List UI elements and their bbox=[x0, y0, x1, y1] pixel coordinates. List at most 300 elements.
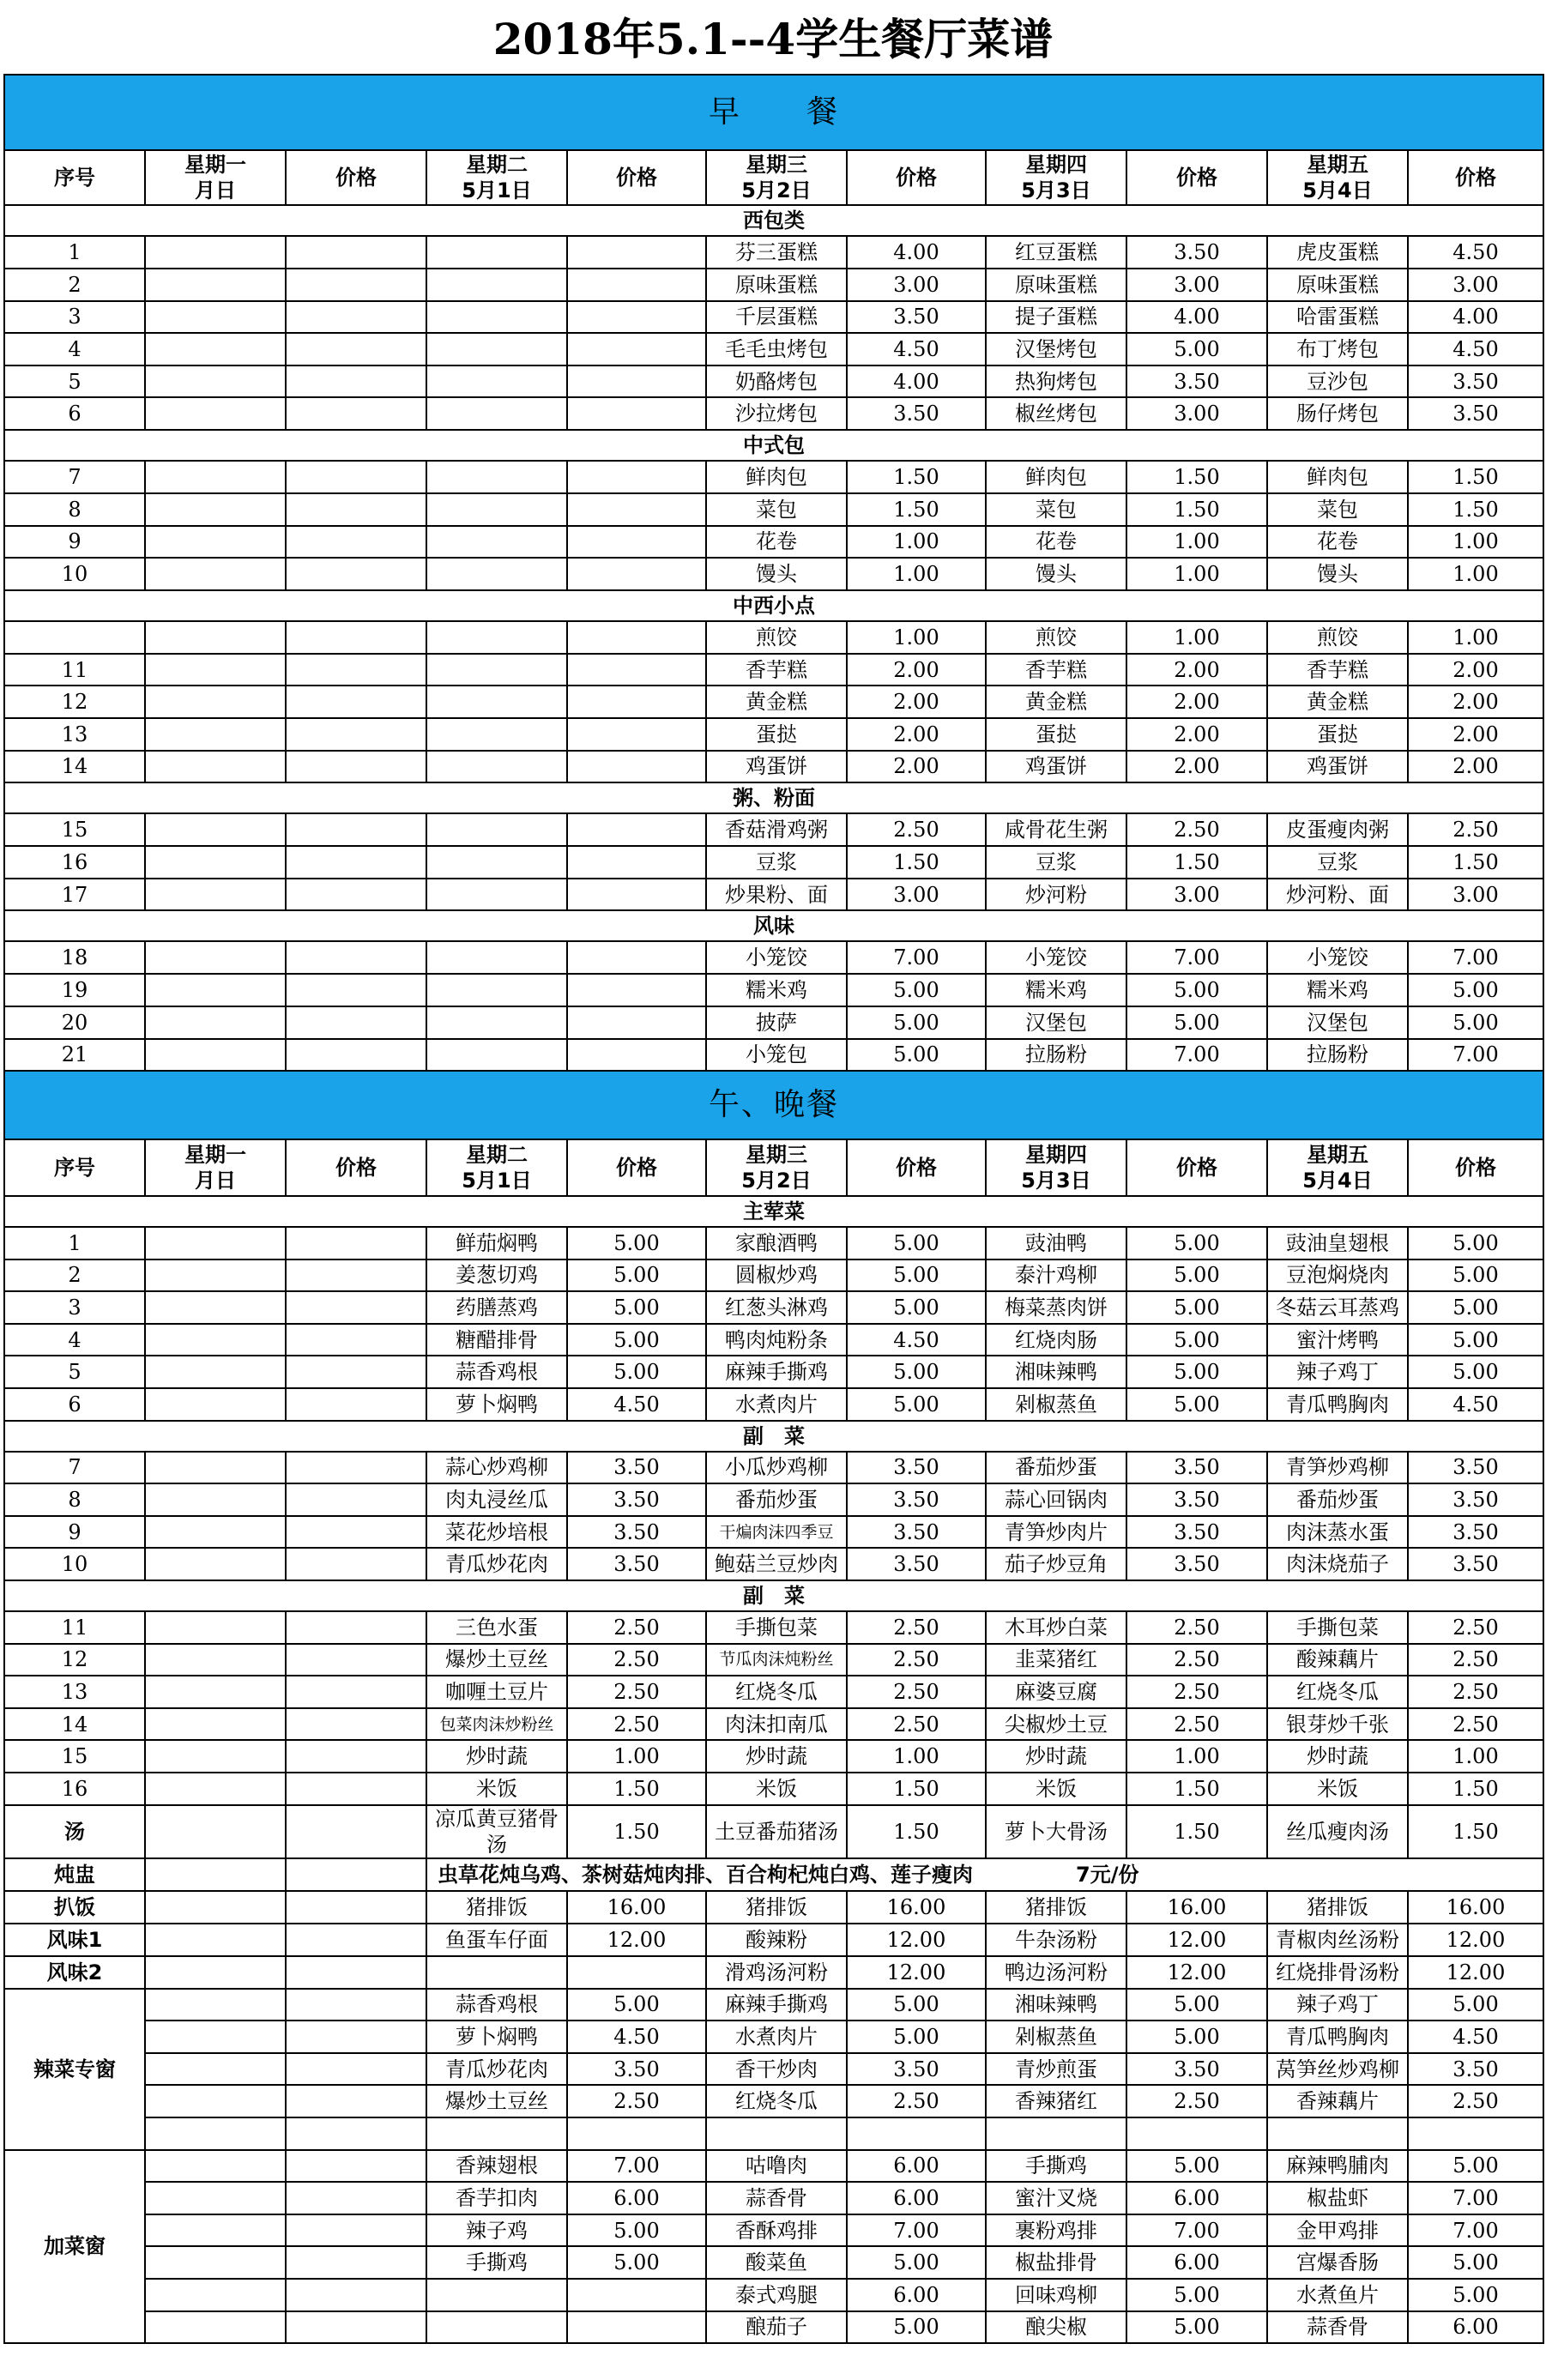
table-cell: 1.50 bbox=[1408, 1773, 1543, 1805]
table-row bbox=[4, 2214, 1543, 2247]
table-cell: 15 bbox=[4, 1740, 145, 1773]
header-day bbox=[145, 1139, 286, 1196]
table-cell: 5.00 bbox=[1408, 1006, 1543, 1039]
table-cell: 馒头 bbox=[706, 558, 847, 590]
table-cell bbox=[145, 236, 286, 269]
table-cell: 6.00 bbox=[1126, 2182, 1267, 2214]
header-price: 价格 bbox=[286, 150, 426, 205]
table-cell: 16 bbox=[4, 1773, 145, 1805]
table-cell: 5.00 bbox=[1126, 1006, 1267, 1039]
table-cell: 3.50 bbox=[567, 1516, 706, 1549]
table-row bbox=[4, 1924, 1543, 1956]
table-cell: 4.00 bbox=[847, 365, 986, 398]
table-cell: 5.00 bbox=[1126, 1227, 1267, 1259]
table-cell bbox=[426, 558, 567, 590]
table-cell bbox=[145, 1259, 286, 1292]
table-cell: 2.50 bbox=[1126, 1708, 1267, 1741]
table-cell bbox=[567, 333, 706, 365]
table-cell: 8 bbox=[4, 1483, 145, 1516]
table-cell bbox=[286, 2085, 426, 2117]
table-cell bbox=[286, 2311, 426, 2344]
table-cell: 小瓜炒鸡柳 bbox=[706, 1452, 847, 1484]
table-cell: 1.00 bbox=[1126, 526, 1267, 559]
header-price: 价格 bbox=[847, 1139, 986, 1196]
table-cell: 2.50 bbox=[847, 1708, 986, 1741]
table-cell: 萝卜大骨汤 bbox=[986, 1805, 1126, 1858]
table-cell: 萝卜焖鸭 bbox=[426, 1388, 567, 1421]
table-cell: 4.50 bbox=[1408, 1388, 1543, 1421]
table-cell: 5.00 bbox=[847, 1259, 986, 1292]
table-cell: 蒜香鸡根 bbox=[426, 1356, 567, 1388]
table-cell: 爆炒土豆丝 bbox=[426, 1644, 567, 1676]
table-cell: 7 bbox=[4, 1452, 145, 1484]
table-cell bbox=[145, 1291, 286, 1324]
table-cell: 番茄炒蛋 bbox=[706, 1483, 847, 1516]
table-cell: 3.50 bbox=[1126, 2053, 1267, 2086]
table-cell bbox=[567, 654, 706, 686]
table-cell: 鸡蛋饼 bbox=[986, 751, 1126, 783]
table-cell: 香芋扣肉 bbox=[426, 2182, 567, 2214]
table-cell: 湘味辣鸭 bbox=[986, 1989, 1126, 2021]
table-cell: 豉油鸭 bbox=[986, 1227, 1126, 1259]
table-cell bbox=[286, 751, 426, 783]
table-cell: 蒜心回锅肉 bbox=[986, 1483, 1126, 1516]
table-cell bbox=[286, 2150, 426, 2183]
table-row bbox=[4, 493, 1543, 526]
table-cell: 小笼饺 bbox=[986, 941, 1126, 974]
table-cell: 毛毛虫烤包 bbox=[706, 333, 847, 365]
table-cell: 1.00 bbox=[1126, 621, 1267, 654]
table-cell bbox=[286, 1676, 426, 1708]
row-label: 炖盅 bbox=[4, 1858, 145, 1891]
table-row bbox=[4, 1452, 1543, 1484]
table-cell: 布丁烤包 bbox=[1267, 333, 1408, 365]
header-day bbox=[145, 150, 286, 205]
sec-row bbox=[4, 75, 1543, 150]
table-cell bbox=[286, 2246, 426, 2279]
table-cell bbox=[145, 301, 286, 334]
table-cell: 热狗烤包 bbox=[986, 365, 1126, 398]
table-cell: 5.00 bbox=[1126, 1356, 1267, 1388]
table-cell: 9 bbox=[4, 526, 145, 559]
table-cell: 1.50 bbox=[1408, 493, 1543, 526]
table-cell: 4.00 bbox=[847, 236, 986, 269]
table-cell: 3.50 bbox=[847, 301, 986, 334]
hdr-row bbox=[4, 150, 1543, 205]
table-cell: 3.50 bbox=[1126, 1452, 1267, 1484]
table-cell bbox=[567, 365, 706, 398]
table-cell: 3.00 bbox=[1408, 879, 1543, 911]
table-cell: 2.00 bbox=[1408, 718, 1543, 751]
table-cell bbox=[145, 1924, 286, 1956]
table-cell bbox=[1126, 2117, 1267, 2150]
table-row bbox=[4, 751, 1543, 783]
table-cell bbox=[145, 2279, 286, 2311]
table-cell bbox=[567, 493, 706, 526]
table-cell bbox=[145, 1708, 286, 1741]
table-cell bbox=[145, 2311, 286, 2344]
table-cell: 1.00 bbox=[1408, 526, 1543, 559]
table-cell bbox=[426, 813, 567, 846]
table-cell: 猪排饭 bbox=[706, 1891, 847, 1924]
table-cell: 番茄炒蛋 bbox=[1267, 1483, 1408, 1516]
table-cell: 1.00 bbox=[1126, 558, 1267, 590]
table-cell bbox=[426, 461, 567, 493]
table-cell: 2.00 bbox=[847, 718, 986, 751]
table-cell: 剁椒蒸鱼 bbox=[986, 1388, 1126, 1421]
table-cell bbox=[145, 1324, 286, 1356]
table-cell bbox=[567, 846, 706, 879]
table-cell: 馒头 bbox=[986, 558, 1126, 590]
table-cell bbox=[567, 236, 706, 269]
table-cell bbox=[567, 2311, 706, 2344]
table-cell: 豆沙包 bbox=[1267, 365, 1408, 398]
table-cell bbox=[145, 397, 286, 430]
table-cell bbox=[567, 1039, 706, 1072]
table-cell: 5.00 bbox=[1126, 974, 1267, 1006]
table-cell: 3.50 bbox=[1126, 1516, 1267, 1549]
header-day bbox=[1267, 150, 1408, 205]
table-cell bbox=[145, 1516, 286, 1549]
table-cell bbox=[286, 974, 426, 1006]
table-cell bbox=[286, 2021, 426, 2053]
table-cell: 12.00 bbox=[847, 1924, 986, 1956]
table-cell bbox=[426, 397, 567, 430]
table-row bbox=[4, 301, 1543, 334]
header-day-name: 星期四 bbox=[1025, 153, 1087, 177]
table-cell: 香芋糕 bbox=[986, 654, 1126, 686]
header-day-name: 星期一 bbox=[184, 153, 246, 177]
table-cell: 炒果粉、面 bbox=[706, 879, 847, 911]
table-cell: 干煸肉沫四季豆 bbox=[706, 1516, 847, 1549]
table-cell bbox=[145, 2150, 286, 2183]
table-cell: 3.50 bbox=[1408, 1548, 1543, 1580]
table-cell: 3 bbox=[4, 301, 145, 334]
table-cell: 青瓜炒花肉 bbox=[426, 2053, 567, 2086]
table-cell: 红葱头淋鸡 bbox=[706, 1291, 847, 1324]
table-cell: 5.00 bbox=[1408, 1356, 1543, 1388]
table-cell bbox=[286, 621, 426, 654]
table-cell: 2.00 bbox=[847, 751, 986, 783]
table-cell: 7.00 bbox=[847, 941, 986, 974]
table-cell: 3.50 bbox=[1408, 1483, 1543, 1516]
table-cell bbox=[145, 2021, 286, 2053]
table-cell: 2.50 bbox=[567, 2085, 706, 2117]
table-cell: 鸡蛋饼 bbox=[1267, 751, 1408, 783]
table-cell: 花卷 bbox=[706, 526, 847, 559]
table-cell: 5.00 bbox=[1408, 2246, 1543, 2279]
table-cell: 豆浆 bbox=[1267, 846, 1408, 879]
table-cell bbox=[567, 941, 706, 974]
table-cell bbox=[286, 2117, 426, 2150]
table-cell: 7.00 bbox=[1408, 2214, 1543, 2247]
table-cell bbox=[286, 1924, 426, 1956]
table-cell: 凉瓜黄豆猪骨汤 bbox=[426, 1805, 567, 1858]
table-cell: 5.00 bbox=[847, 974, 986, 1006]
table-cell: 3.00 bbox=[1408, 269, 1543, 301]
table-cell: 咖喱土豆片 bbox=[426, 1676, 567, 1708]
table-cell: 小笼包 bbox=[706, 1039, 847, 1072]
table-row bbox=[4, 1956, 1543, 1989]
table-cell: 黄金糕 bbox=[706, 686, 847, 718]
table-cell: 鲍菇兰豆炒肉 bbox=[706, 1548, 847, 1580]
table-row bbox=[4, 1548, 1543, 1580]
table-cell: 15 bbox=[4, 813, 145, 846]
table-cell bbox=[567, 813, 706, 846]
table-cell bbox=[426, 941, 567, 974]
table-cell bbox=[567, 1956, 706, 1989]
table-cell: 7.00 bbox=[1408, 1039, 1543, 1072]
table-cell bbox=[567, 2117, 706, 2150]
table-cell: 17 bbox=[4, 879, 145, 911]
table-cell bbox=[426, 1039, 567, 1072]
table-cell: 2.50 bbox=[1126, 813, 1267, 846]
cat-row bbox=[4, 782, 1543, 813]
table-cell bbox=[145, 1356, 286, 1388]
table-cell bbox=[286, 461, 426, 493]
table-cell bbox=[986, 2117, 1126, 2150]
table-cell bbox=[426, 654, 567, 686]
header-price: 价格 bbox=[1126, 150, 1267, 205]
table-cell: 鲜肉包 bbox=[1267, 461, 1408, 493]
table-cell: 红烧肉肠 bbox=[986, 1324, 1126, 1356]
table-cell: 辣子鸡 bbox=[426, 2214, 567, 2247]
table-cell: 1.50 bbox=[847, 461, 986, 493]
table-cell bbox=[286, 1483, 426, 1516]
table-row bbox=[4, 397, 1543, 430]
table-cell: 5.00 bbox=[1126, 2021, 1267, 2053]
table-cell bbox=[145, 1989, 286, 2021]
table-row bbox=[4, 2246, 1543, 2279]
header-day-date: 月日 bbox=[195, 1169, 236, 1193]
table-cell: 鲜茄焖鸭 bbox=[426, 1227, 567, 1259]
table-cell: 圆椒炒鸡 bbox=[706, 1259, 847, 1292]
table-cell: 3.50 bbox=[1408, 397, 1543, 430]
table-cell bbox=[426, 974, 567, 1006]
table-cell bbox=[286, 1388, 426, 1421]
table-cell: 香酥鸡排 bbox=[706, 2214, 847, 2247]
table-cell bbox=[286, 301, 426, 334]
table-cell: 5.00 bbox=[847, 1356, 986, 1388]
table-cell bbox=[286, 1956, 426, 1989]
table-cell: 小笼饺 bbox=[1267, 941, 1408, 974]
table-cell bbox=[286, 1039, 426, 1072]
table-cell bbox=[145, 2053, 286, 2086]
table-cell: 5.00 bbox=[567, 2246, 706, 2279]
table-cell: 蒜香骨 bbox=[706, 2182, 847, 2214]
table-cell bbox=[567, 621, 706, 654]
table-cell: 酸辣藕片 bbox=[1267, 1644, 1408, 1676]
table-cell: 1.00 bbox=[1408, 1740, 1543, 1773]
table-cell: 煎饺 bbox=[986, 621, 1126, 654]
page-title: 2018年5.1--4学生餐厅菜谱 bbox=[492, 14, 1054, 64]
table-cell bbox=[145, 1227, 286, 1259]
table-cell: 香辣猪红 bbox=[986, 2085, 1126, 2117]
header-day-date: 5月2日 bbox=[741, 178, 812, 202]
table-cell: 14 bbox=[4, 1708, 145, 1741]
table-row bbox=[4, 1891, 1543, 1924]
table-cell bbox=[426, 751, 567, 783]
table-cell bbox=[286, 1452, 426, 1484]
table-row bbox=[4, 1483, 1543, 1516]
group-label: 辣菜专窗 bbox=[4, 1989, 145, 2150]
table-cell bbox=[426, 2311, 567, 2344]
table-cell bbox=[286, 1740, 426, 1773]
table-cell: 滑鸡汤河粉 bbox=[706, 1956, 847, 1989]
table-cell: 21 bbox=[4, 1039, 145, 1072]
table-cell: 莴笋丝炒鸡柳 bbox=[1267, 2053, 1408, 2086]
table-cell: 4.50 bbox=[847, 333, 986, 365]
table-cell: 3.00 bbox=[847, 879, 986, 911]
table-row bbox=[4, 461, 1543, 493]
header-price: 价格 bbox=[567, 1139, 706, 1196]
table-cell: 6.00 bbox=[847, 2182, 986, 2214]
table-cell bbox=[567, 718, 706, 751]
table-cell: 5.00 bbox=[1408, 2279, 1543, 2311]
table-cell: 1.50 bbox=[1126, 1805, 1267, 1858]
table-row bbox=[4, 2053, 1543, 2086]
table-cell: 炒河粉、面 bbox=[1267, 879, 1408, 911]
table-cell: 5.00 bbox=[847, 1006, 986, 1039]
header-day-name: 星期四 bbox=[1025, 1143, 1087, 1168]
table-cell: 1.00 bbox=[847, 1740, 986, 1773]
table-cell: 5 bbox=[4, 365, 145, 398]
header-price: 价格 bbox=[1408, 1139, 1543, 1196]
table-cell: 虎皮蛋糕 bbox=[1267, 236, 1408, 269]
table-cell: 3.50 bbox=[1126, 236, 1267, 269]
category-title: 副 菜 bbox=[4, 1421, 1543, 1452]
table-cell: 2.00 bbox=[1126, 718, 1267, 751]
table-cell: 1.00 bbox=[567, 1740, 706, 1773]
table-cell: 韭菜猪红 bbox=[986, 1644, 1126, 1676]
table-cell: 5.00 bbox=[567, 1989, 706, 2021]
table-cell: 湘味辣鸭 bbox=[986, 1356, 1126, 1388]
table-cell: 5.00 bbox=[567, 2214, 706, 2247]
table-cell: 11 bbox=[4, 654, 145, 686]
table-cell: 2.50 bbox=[1126, 1611, 1267, 1644]
table-cell: 2.50 bbox=[1408, 1611, 1543, 1644]
table-cell: 20 bbox=[4, 1006, 145, 1039]
table-cell bbox=[145, 1611, 286, 1644]
table-cell: 汉堡烤包 bbox=[986, 333, 1126, 365]
table-cell: 酸辣粉 bbox=[706, 1924, 847, 1956]
table-cell bbox=[286, 1324, 426, 1356]
table-cell: 炒时蔬 bbox=[986, 1740, 1126, 1773]
table-cell bbox=[145, 2085, 286, 2117]
table-cell: 豆浆 bbox=[706, 846, 847, 879]
table-cell: 5.00 bbox=[567, 1259, 706, 1292]
table-cell: 皮蛋瘦肉粥 bbox=[1267, 813, 1408, 846]
table-cell: 3 bbox=[4, 1291, 145, 1324]
table-cell bbox=[567, 526, 706, 559]
table-row bbox=[4, 1644, 1543, 1676]
table-cell bbox=[145, 1676, 286, 1708]
table-cell: 5.00 bbox=[1126, 1388, 1267, 1421]
row-label: 风味2 bbox=[4, 1956, 145, 1989]
table-cell: 香干炒肉 bbox=[706, 2053, 847, 2086]
table-cell bbox=[286, 1548, 426, 1580]
table-cell: 5.00 bbox=[1126, 2150, 1267, 2183]
table-cell bbox=[286, 236, 426, 269]
table-cell bbox=[286, 1805, 426, 1858]
header-price: 价格 bbox=[286, 1139, 426, 1196]
table-cell bbox=[286, 1006, 426, 1039]
table-cell bbox=[286, 879, 426, 911]
table-cell bbox=[145, 1452, 286, 1484]
table-cell bbox=[286, 1773, 426, 1805]
table-cell: 5.00 bbox=[847, 1291, 986, 1324]
table-cell: 3.50 bbox=[1408, 2053, 1543, 2086]
header-day-name: 星期一 bbox=[184, 1143, 246, 1168]
table-cell bbox=[286, 1611, 426, 1644]
table-cell: 汉堡包 bbox=[986, 1006, 1126, 1039]
table-cell: 泰式鸡腿 bbox=[706, 2279, 847, 2311]
table-cell: 青瓜鸭胸肉 bbox=[1267, 2021, 1408, 2053]
category-title: 西包类 bbox=[4, 205, 1543, 236]
table-row bbox=[4, 879, 1543, 911]
section-title: 午、晚餐 bbox=[4, 1071, 1543, 1139]
table-row bbox=[4, 621, 1543, 654]
table-row bbox=[4, 1516, 1543, 1549]
table-cell: 12.00 bbox=[1126, 1924, 1267, 1956]
header-day-date: 月日 bbox=[195, 178, 236, 202]
table-cell bbox=[426, 236, 567, 269]
table-cell: 银芽炒千张 bbox=[1267, 1708, 1408, 1741]
table-cell bbox=[286, 718, 426, 751]
table-cell: 糯米鸡 bbox=[1267, 974, 1408, 1006]
header-day bbox=[986, 1139, 1126, 1196]
table-cell: 3.50 bbox=[847, 1483, 986, 1516]
table-cell bbox=[286, 1644, 426, 1676]
table-cell: 2.50 bbox=[847, 1676, 986, 1708]
table-cell: 红烧冬瓜 bbox=[1267, 1676, 1408, 1708]
table-cell: 米饭 bbox=[986, 1773, 1126, 1805]
table-cell: 原味蛋糕 bbox=[1267, 269, 1408, 301]
header-day-date: 5月4日 bbox=[1302, 1169, 1373, 1193]
table-cell: 2 bbox=[4, 269, 145, 301]
table-cell: 3.00 bbox=[847, 269, 986, 301]
table-row bbox=[4, 2182, 1543, 2214]
table-cell: 5 bbox=[4, 1356, 145, 1388]
table-cell: 5.00 bbox=[1408, 1259, 1543, 1292]
sec-row bbox=[4, 1071, 1543, 1139]
header-price: 价格 bbox=[567, 150, 706, 205]
header-day-date: 5月4日 bbox=[1302, 178, 1373, 202]
table-cell: 香芋糕 bbox=[1267, 654, 1408, 686]
table-row bbox=[4, 365, 1543, 398]
table-cell: 汉堡包 bbox=[1267, 1006, 1408, 1039]
header-day-name: 星期三 bbox=[746, 153, 807, 177]
table-cell: 千层蛋糕 bbox=[706, 301, 847, 334]
row-label: 风味1 bbox=[4, 1924, 145, 1956]
table-cell: 3.50 bbox=[847, 1452, 986, 1484]
table-cell: 鸡蛋饼 bbox=[706, 751, 847, 783]
table-cell: 5.00 bbox=[1126, 333, 1267, 365]
table-cell bbox=[426, 493, 567, 526]
table-cell bbox=[145, 1740, 286, 1773]
table-cell: 猪排饭 bbox=[426, 1891, 567, 1924]
table-cell bbox=[145, 333, 286, 365]
table-cell: 5.00 bbox=[1408, 1227, 1543, 1259]
table-cell bbox=[286, 846, 426, 879]
table-cell bbox=[145, 718, 286, 751]
table-cell: 包菜肉沫炒粉丝 bbox=[426, 1708, 567, 1741]
table-cell: 3.50 bbox=[567, 1483, 706, 1516]
header-day bbox=[426, 150, 567, 205]
table-cell: 4.50 bbox=[567, 1388, 706, 1421]
table-row bbox=[4, 1006, 1543, 1039]
table-cell: 水煮肉片 bbox=[706, 1388, 847, 1421]
